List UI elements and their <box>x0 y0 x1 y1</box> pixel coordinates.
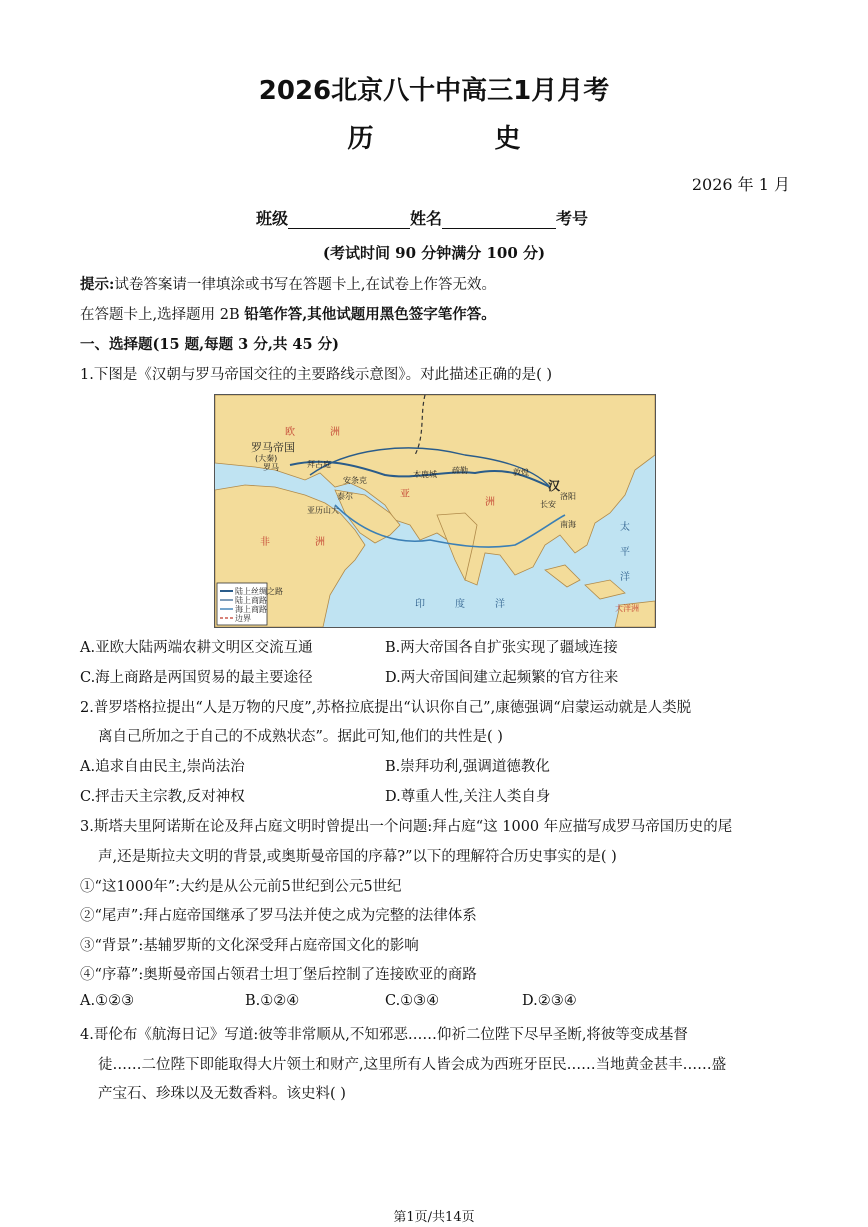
exam-date: 2026 年 1 月 <box>691 175 790 194</box>
exam-title: 2026北京八十中高三1月月考 <box>258 76 610 106</box>
q1-option-d: D.两大帝国间建立起频繁的官方往来 <box>385 670 619 686</box>
q3-option-a: A.①②③ <box>80 993 135 1009</box>
q4-stem-1: 4.哥伦布《航海日记》写道:彼等非常顺从,不知邪恶……仰祈二位陛下尽早圣断,将彼等变成基督 <box>80 1027 688 1043</box>
q4-stem-3: 产宝石、珍珠以及无数香料。该史料( ) <box>98 1086 346 1102</box>
label-kashgar: 疏勒 <box>452 466 468 475</box>
q4-stem-2: 徒……二位陛下即能取得大片领土和财产,这里所有人皆会成为西班牙臣民……当地黄金甚丰……盛 <box>98 1057 727 1073</box>
q2-stem-1: 2.普罗塔格拉提出“人是万物的尺度”,苏格拉底提出“认识你自己”,康德强调“启蒙运动就是人类脱 <box>80 700 692 716</box>
class-label: 班级 <box>256 209 289 228</box>
notice-bold-2: 铅笔作答,其他试题用黑色签字笔作答。 <box>244 306 496 323</box>
label-africa-1: 非 <box>260 537 270 548</box>
label-indian-1: 印 <box>415 599 425 610</box>
label-antioch: 安条克 <box>343 476 367 485</box>
q3-item-1: ①“这1000年”:大约是从公元前5世纪到公元5世纪 <box>80 879 402 895</box>
legend-2: 陆上商路 <box>235 596 267 605</box>
q2-option-c: C.抨击天主宗教,反对神权 <box>80 789 245 805</box>
label-africa-2: 洲 <box>315 537 325 548</box>
label-europe-2: 洲 <box>330 427 340 438</box>
islands <box>545 565 655 627</box>
label-asia-a: 亚 <box>400 489 410 500</box>
notice-line-1 <box>80 273 496 294</box>
name-label: 姓名 <box>410 209 443 228</box>
label-asia-b: 洲 <box>485 497 495 508</box>
name-blank <box>442 212 556 229</box>
legend-3: 海上商路 <box>235 605 267 614</box>
notice-text-2: 在答题卡上,选择题用 2B <box>80 307 245 323</box>
label-changan: 长安 <box>540 500 556 509</box>
label-oceania: 大洋洲 <box>615 604 639 613</box>
han-rome-routes-map <box>214 394 656 628</box>
q2-option-a: A.追求自由民主,崇尚法治 <box>80 759 245 775</box>
page-footer: 第1页/共14页 <box>393 1210 475 1225</box>
class-blank <box>288 212 410 229</box>
q3-option-d: D.②③④ <box>522 993 577 1009</box>
q2-option-d: D.尊重人性,关注人类自身 <box>385 789 551 805</box>
label-indian-2: 度 <box>455 599 465 610</box>
label-pacific-2: 平 <box>620 547 630 558</box>
label-luoyang: 洛阳 <box>560 492 576 501</box>
label-tyre: 泰尔 <box>337 492 353 501</box>
student-info-line <box>256 206 588 229</box>
subject-title: 历 史 <box>347 124 577 154</box>
q1-stem: 1.下图是《汉朝与罗马帝国交往的主要路线示意图》。对此描述正确的是( ) <box>80 367 553 383</box>
q3-stem-2: 声,还是斯拉夫文明的背景,或奥斯曼帝国的序幕?”以下的理解符合历史事实的是( ) <box>98 849 617 865</box>
label-yarkand: 木鹿城 <box>413 470 437 479</box>
q1-option-c: C.海上商路是两国贸易的最主要途径 <box>80 670 313 686</box>
label-dunhuang: 敦煌 <box>513 468 529 477</box>
label-nanhai: 南海 <box>560 520 576 529</box>
label-alexandria: 亚历山大 <box>307 506 339 515</box>
label-rome-sub: (大秦) <box>255 454 278 463</box>
map-svg <box>215 395 655 627</box>
label-rome-empire: 罗马帝国 <box>251 441 295 454</box>
q3-option-b: B.①②④ <box>245 993 300 1009</box>
q2-option-b: B.崇拜功利,强调道德教化 <box>385 759 550 775</box>
q3-item-4: ④“序幕”:奥斯曼帝国占领君士坦丁堡后控制了连接欧亚的商路 <box>80 967 477 983</box>
exam-time-info: (考试时间 90 分钟满分 100 分) <box>322 244 546 262</box>
label-rome: 罗马 <box>263 463 279 472</box>
label-pacific-1: 太 <box>620 522 630 533</box>
exam-no-label: 考号 <box>556 209 589 228</box>
q3-option-c: C.①③④ <box>385 993 440 1009</box>
notice-prefix: 提示: <box>80 276 115 293</box>
notice-line-2 <box>80 303 496 324</box>
label-han: 汉 <box>548 479 561 493</box>
legend-4: 边界 <box>235 614 251 623</box>
legend-1: 陆上丝绸之路 <box>235 587 283 596</box>
notice-text-1: 试卷答案请一律填涂或书写在答题卡上,在试卷上作答无效。 <box>114 277 496 293</box>
q1-option-b: B.两大帝国各自扩张实现了疆域连接 <box>385 640 618 656</box>
q3-stem-1: 3.斯塔夫里阿诺斯在论及拜占庭文明时曾提出一个问题:拜占庭“这 1000 年应描写成罗马帝国历史的尾 <box>80 819 733 835</box>
label-indian-3: 洋 <box>495 599 505 610</box>
label-pacific-3: 洋 <box>620 572 630 583</box>
q3-item-3: ③“背景”:基辅罗斯的文化深受拜占庭帝国文化的影响 <box>80 938 419 954</box>
q3-item-2: ②“尾声”:拜占庭帝国继承了罗马法并使之成为完整的法律体系 <box>80 908 477 924</box>
q1-option-a: A.亚欧大陆两端农耕文明区交流互通 <box>80 640 313 656</box>
section-heading: 一、选择题(15 题,每题 3 分,共 45 分) <box>80 336 340 353</box>
q2-stem-2: 离自己所加之于自己的不成熟状态”。据此可知,他们的共性是( ) <box>98 729 503 745</box>
label-byzantium: 拜占庭 <box>307 460 331 469</box>
label-europe-1: 欧 <box>285 427 295 438</box>
